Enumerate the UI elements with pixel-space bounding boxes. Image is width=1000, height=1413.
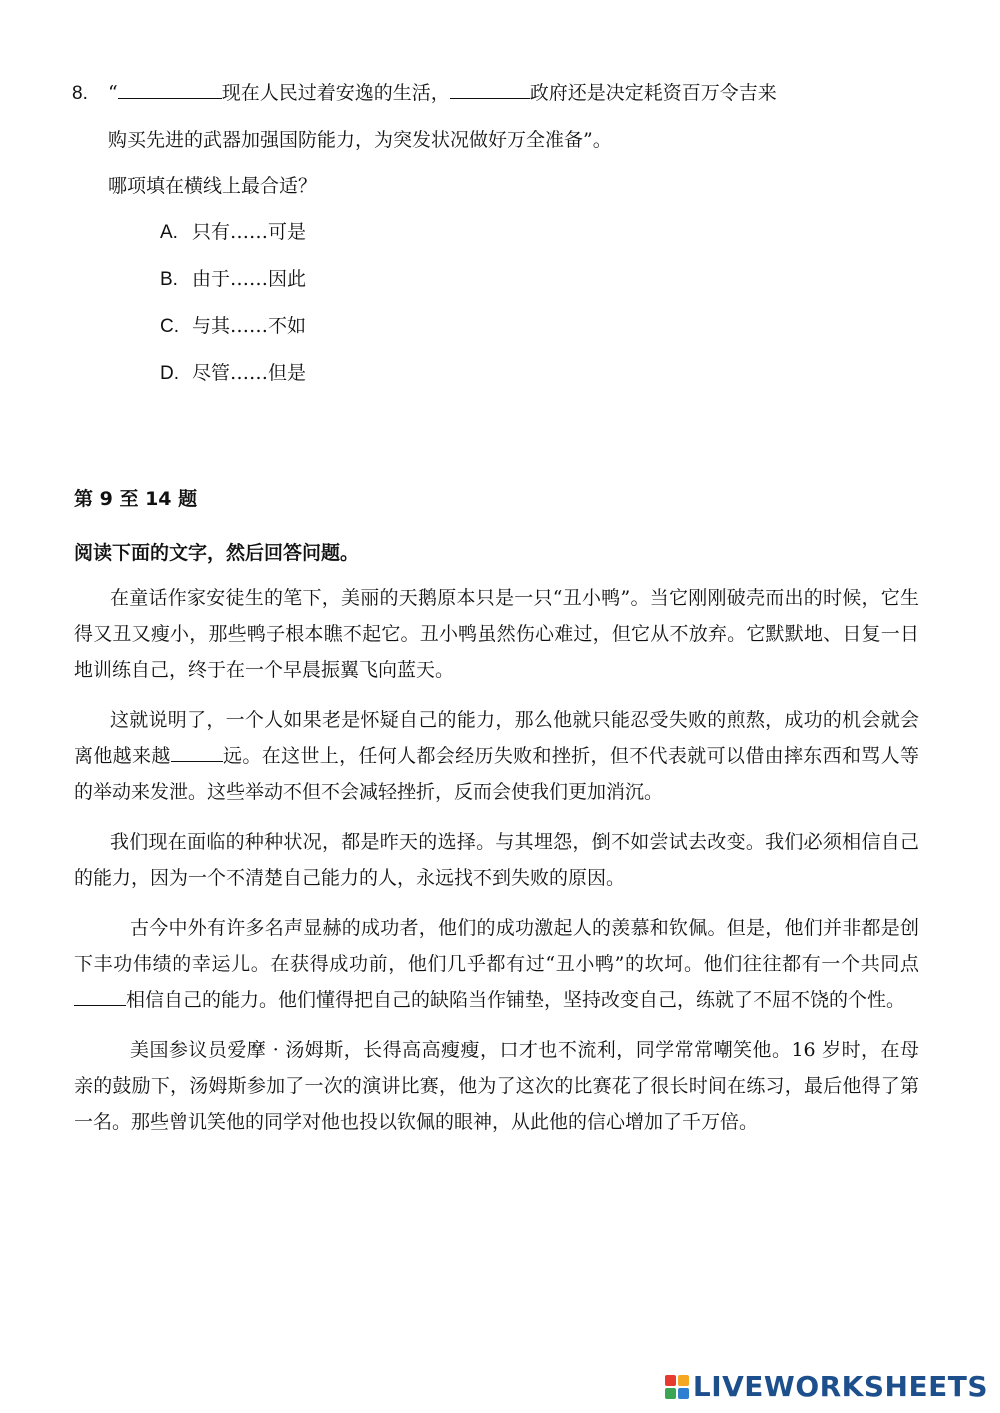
question-prompt: 哪项填在横线上最合适？ [108,175,318,197]
passage-paragraph-5: 美国参议员爱摩 · 汤姆斯，长得高高瘦瘦，口才也不流利，同学常常嘲笑他。16 岁时，在母亲的鼓励下，汤姆斯参加了一次的演讲比赛，他为了这次的比赛花了很长时间在练习，最后他得了第一名。那些曾讥笑他的同学对他也投以钦佩的眼神，从此他的信心增加了千万倍。 [74,1039,919,1133]
paragraph-4-text-b: 相信自己的能力。他们懂得把自己的缺陷当作铺垫，坚持改变自己，练就了不屈不饶的个性。 [126,989,906,1011]
option-text: 与其……不如 [192,315,307,337]
paragraph-2-text-b: 远。在这世上，任何人都会经历失败和挫折，但不代表就可以借由摔东西和骂人等的举动来发泄。这些举动不但不会减轻挫折，反而会使我们更加消沉。 [74,745,919,803]
open-quote: “ [108,82,118,104]
paragraph-4-text-a: 古今中外有许多名声显赫的成功者，他们的成功激起人的羡慕和钦佩。但是，他们并非都是创下丰功伟绩的幸运儿。在获得成功前，他们几乎都有过“丑小鸭”的坎坷。他们往往都有一个共同点 [74,917,919,975]
option-a[interactable] [72,209,922,256]
option-letter: B. [160,269,178,290]
question-8-line-1 [72,70,922,117]
question-text-part-2: 现在人民过着安逸的生活， [221,82,450,104]
option-letter: D. [160,363,179,384]
option-text: 只有……可是 [192,221,307,243]
option-b[interactable] [72,256,922,303]
question-number: 8. [72,83,88,104]
question-text-part-3: 政府还是决定耗资百万令吉来 [529,82,777,104]
paragraph-2-text-a: 这就说明了，一个人如果老是怀疑自己的能力，那么他就只能忍受失败的煎熬，成功的机会就会离他越来越 [74,709,919,767]
liveworksheets-logo [665,1370,988,1403]
logo-square-red [665,1375,676,1386]
section-title: 第 9 至 14 题 [74,488,198,510]
option-letter: C. [160,316,179,337]
option-c[interactable] [72,303,922,350]
option-d[interactable] [72,350,922,397]
answer-blank-1 [118,80,222,99]
logo-mark-icon [665,1375,689,1399]
passage-paragraph-4 [74,910,919,1018]
reading-passage [74,580,919,1154]
answer-blank-3 [171,743,223,762]
answer-blank-4 [74,987,126,1006]
passage-paragraph-3: 我们现在面临的种种状况，都是昨天的选择。与其埋怨，倒不如尝试去改变。我们必须相信自己的能力，因为一个不清楚自己能力的人，永远找不到失败的原因。 [74,831,919,889]
question-8 [72,70,922,397]
question-8-line-2: 购买先进的武器加强国防能力，为突发状况做好万全准备”。 [108,129,612,151]
option-letter: A. [160,222,178,243]
option-text: 由于……因此 [192,268,307,290]
passage-paragraph-1: 在童话作家安徒生的笔下，美丽的天鹅原本只是一只“丑小鸭”。当它刚刚破壳而出的时候，它生得又丑又瘦小，那些鸭子根本瞧不起它。丑小鸭虽然伤心难过，但它从不放弃。它默默地、日复一日地训练自己，终于在一个早晨振翼飞向蓝天。 [74,587,919,681]
answer-blank-2 [450,80,530,99]
logo-square-blue [678,1388,689,1399]
option-text: 尽管……但是 [192,362,307,384]
section-instruction: 阅读下面的文字，然后回答问题。 [74,542,360,564]
passage-paragraph-2 [74,702,919,810]
logo-square-orange [678,1375,689,1386]
logo-square-green [665,1388,676,1399]
logo-wordmark: LIVEWORKSHEETS [692,1370,988,1403]
